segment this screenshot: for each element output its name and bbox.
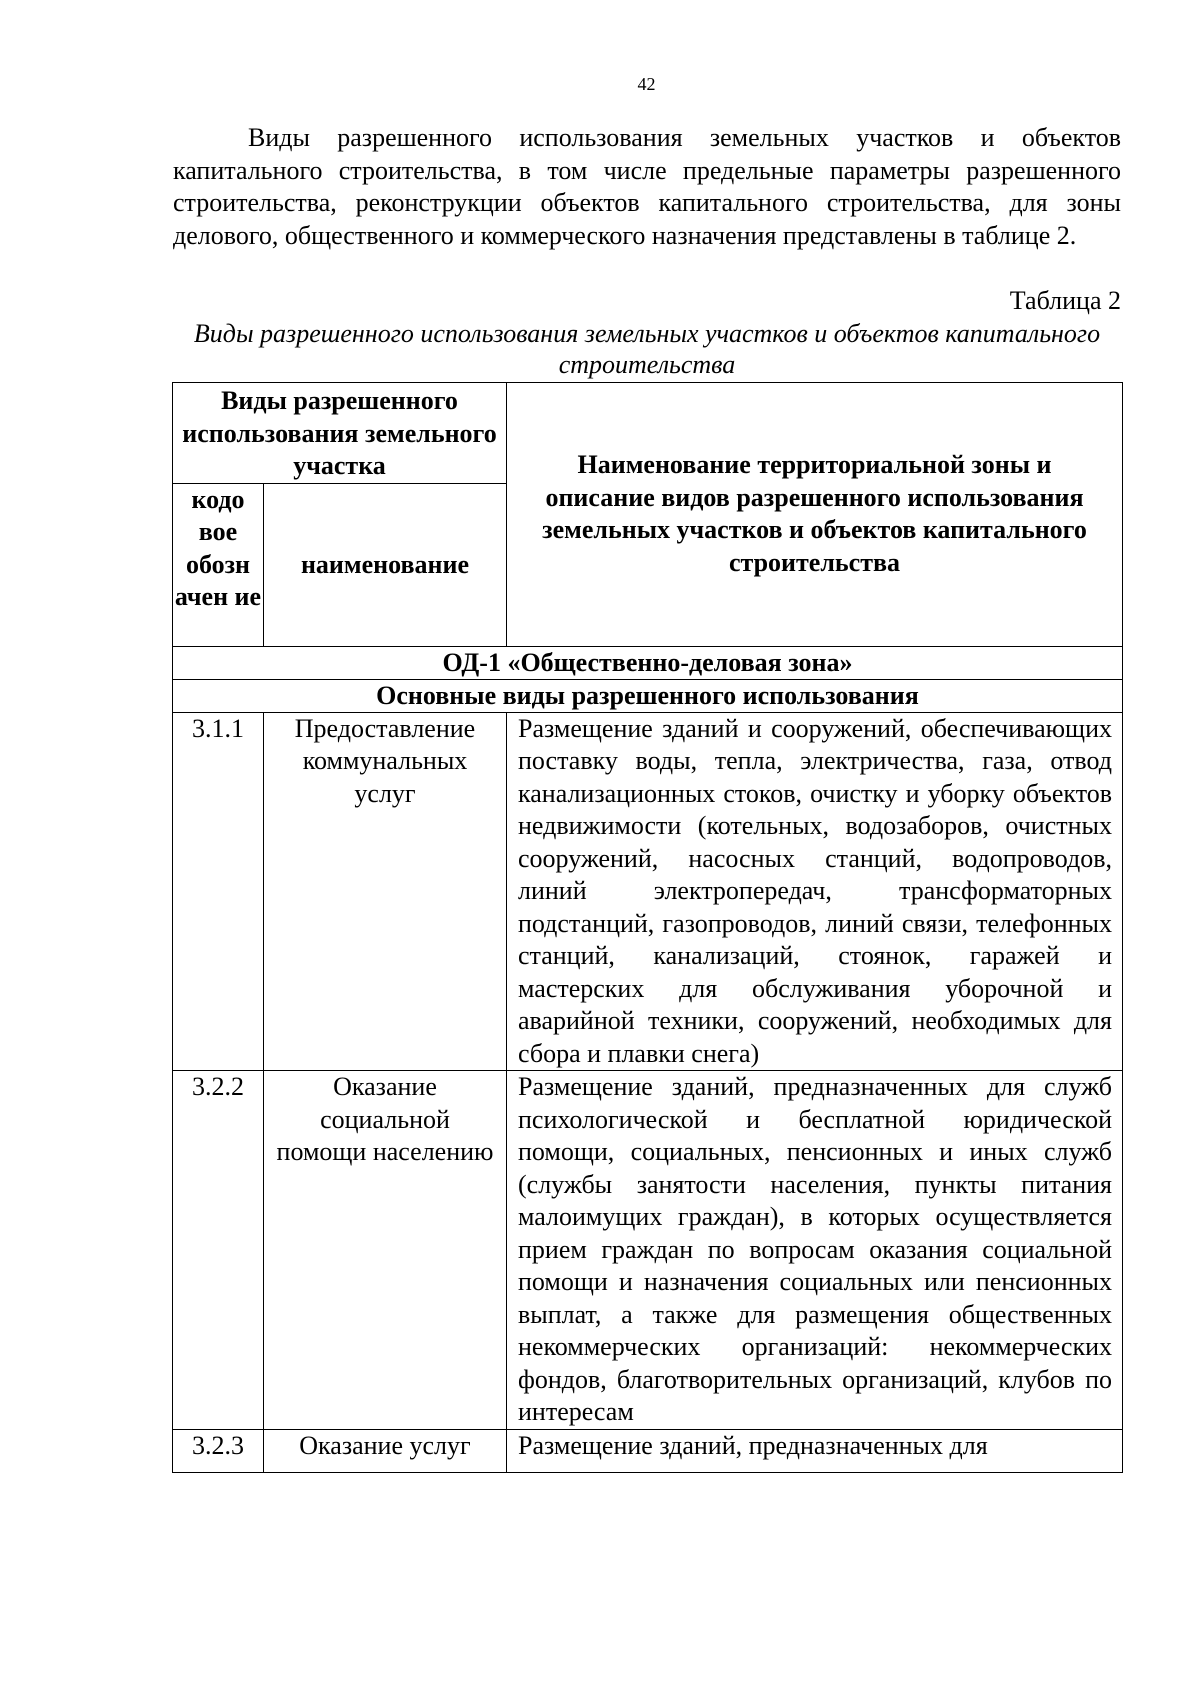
header-group-cell: Виды разрешенного использования земельного участка xyxy=(173,383,507,484)
section-title-row xyxy=(173,679,1123,712)
zone-title-cell: ОД-1 «Общественно-деловая зона» xyxy=(173,646,1123,679)
permitted-use-table xyxy=(172,382,1123,1473)
table-row xyxy=(173,1071,1123,1430)
table-row xyxy=(173,712,1123,1071)
row-code: 3.1.1 xyxy=(173,712,264,1071)
table-label: Таблица 2 xyxy=(1009,286,1121,315)
section-title-cell: Основные виды разрешенного использования xyxy=(173,679,1123,712)
row-description: Размещение зданий, предназначенных для xyxy=(507,1429,1123,1472)
intro-paragraph: Виды разрешенного использования земельных участков и объектов капитального строительства, в том числе предельные параметры разрешенного строительства, реконструкции объектов капитального строительства, для зоны делового, общественного и коммерческого назначения представлены в таблице 2. xyxy=(173,123,1121,250)
row-name: Оказание социальной помощи населению xyxy=(264,1071,507,1430)
header-row-1 xyxy=(173,383,1123,484)
row-code: 3.2.2 xyxy=(173,1071,264,1430)
row-description: Размещение зданий и сооружений, обеспечивающих поставку воды, тепла, электричества, газа, отвод канализационных стоков, очистку и уборку объектов недвижимости (котельных, водозаборов, очистных сооружений, насосных станций, водопроводов, линий электропередач, трансформаторных подстанций, газопроводов, линий связи, телефонных станций, канализаций, стоянок, гаражей и мастерских для обслуживания уборочной и аварийной техники, сооружений, необходимых для сбора и плавки снега) xyxy=(507,712,1123,1071)
page-number: 42 xyxy=(637,74,656,94)
row-description: Размещение зданий, предназначенных для служб психологической и бесплатной юридической помощи, социальных, пенсионных и иных служб (службы занятости населения, пункты питания малоимущих граждан), в которых осуществляется прием граждан по вопросам оказания социальной помощи и назначения социальных или пенсионных выплат, а также для размещения общественных некоммерческих организаций: некоммерческих фондов, благотворительных организаций, клубов по интересам xyxy=(507,1071,1123,1430)
row-code: 3.2.3 xyxy=(173,1429,264,1472)
header-name-cell: наименование xyxy=(264,483,507,646)
zone-title-row xyxy=(173,646,1123,679)
table-caption: Виды разрешенного использования земельных участков и объектов капитального строительства xyxy=(193,319,1101,379)
row-name: Предоставление коммунальных услуг xyxy=(264,712,507,1071)
row-name: Оказание услуг xyxy=(264,1429,507,1472)
table-row xyxy=(173,1429,1123,1472)
header-description-cell: Наименование территориальной зоны и описание видов разрешенного использования земельных участков и объектов капитального строительства xyxy=(507,383,1123,647)
header-code-cell: кодо вое обозн ачен ие xyxy=(173,483,264,646)
